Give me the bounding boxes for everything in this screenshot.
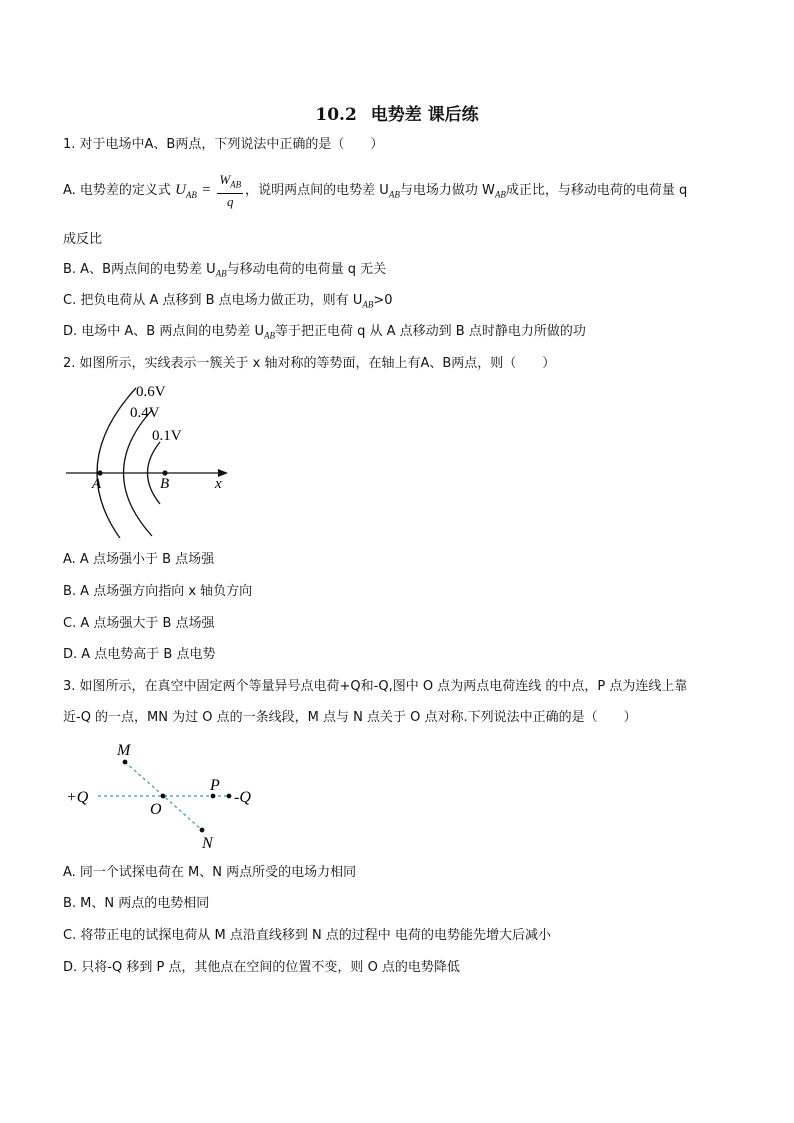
point-m-dot bbox=[123, 760, 128, 765]
label-m: M bbox=[117, 742, 131, 759]
page-title bbox=[0, 100, 794, 125]
label-n: N bbox=[202, 835, 213, 850]
section-number: 10.2 bbox=[315, 105, 357, 125]
q1-stem: 1. 对于电场中A、B两点，下列说法中正确的是（ ） bbox=[63, 137, 384, 152]
q1-option-d: D. 电场中 A、B 两点间的电势差 $U_{AB}$等于把正电荷 q 从 A 点移动到 B 点时静电力所做的功 bbox=[63, 324, 586, 341]
charges-figure bbox=[60, 738, 270, 850]
q3-option-c: C. 将带正电的试探电荷从 M 点沿直线移到 N 点的过程中 电荷的电势能先增大后减小 bbox=[63, 928, 551, 943]
label-minus-q: -Q bbox=[234, 789, 251, 806]
q1-option-a-cont: 成反比 bbox=[63, 232, 103, 247]
point-o-dot bbox=[161, 794, 166, 799]
point-p-dot bbox=[211, 794, 216, 799]
formula-lhs: $U_{AB}$ bbox=[175, 182, 197, 200]
q2-option-a: A. A 点场强小于 B 点场强 bbox=[63, 552, 215, 567]
q1-option-b: B. A、B两点间的电势差 $U_{AB}$与移动电荷的电荷量 q 无关 bbox=[63, 262, 387, 279]
q3-stem-line2: 近-Q 的一点，MN 为过 O 点的一条线段，M 点与 N 点关于 O 点对称.下列说法中正确的是（ ） bbox=[63, 710, 637, 725]
label-a: A bbox=[92, 476, 102, 492]
formula-fraction: $\frac{W_{AB}}{q}$ bbox=[219, 172, 242, 209]
label-plus-q: +Q bbox=[66, 789, 89, 806]
equipotential-figure bbox=[60, 378, 240, 538]
q3-option-a: A. 同一个试探电荷在 M、N 两点所受的电场力相同 bbox=[63, 865, 357, 880]
point-b-dot bbox=[162, 470, 167, 475]
section-title: 电势差 课后练 bbox=[370, 105, 479, 125]
q1-option-c: C. 把负电荷从 A 点移到 B 点电场力做正功，则有 $U_{AB}>0$ bbox=[63, 293, 393, 310]
label-o: O bbox=[150, 801, 162, 818]
q3-option-d: D. 只将-Q 移到 P 点，其他点在空间的位置不变，则 O 点的电势降低 bbox=[63, 960, 460, 975]
q1-option-a: A. 电势差的定义式 $U_{AB}$ = $\frac{W_{AB}}{q}$ ，说明两点间的电势差 $U_{AB}$与电场力做功 $W_{AB}$成正比，与移动电荷的电荷量 q bbox=[63, 172, 688, 209]
q3-stem-line1: 3. 如图所示，在真空中固定两个等量异号点电荷+Q和-Q,图中 O 点为两点电荷连线 的中点，P 点为连线上靠 bbox=[63, 679, 688, 694]
label-01v: 0.1V bbox=[152, 428, 182, 444]
q2-stem: 2. 如图所示，实线表示一簇关于 x 轴对称的等势面，在轴上有A、B两点，则（ ） bbox=[63, 356, 556, 371]
q2-option-b: B. A 点场强方向指向 x 轴负方向 bbox=[63, 584, 253, 599]
point-n-dot bbox=[200, 828, 205, 833]
label-p: P bbox=[210, 777, 220, 794]
q3-option-b: B. M、N 两点的电势相同 bbox=[63, 896, 210, 911]
label-04v: 0.4V bbox=[130, 405, 160, 421]
q2-option-d: D. A 点电势高于 B 点电势 bbox=[63, 647, 216, 662]
label-x: x bbox=[215, 476, 222, 492]
minus-q-dot bbox=[227, 794, 232, 799]
point-a-dot bbox=[97, 470, 102, 475]
q2-option-c: C. A 点场强大于 B 点场强 bbox=[63, 616, 215, 631]
label-06v: 0.6V bbox=[136, 384, 166, 400]
label-b: B bbox=[160, 476, 170, 492]
